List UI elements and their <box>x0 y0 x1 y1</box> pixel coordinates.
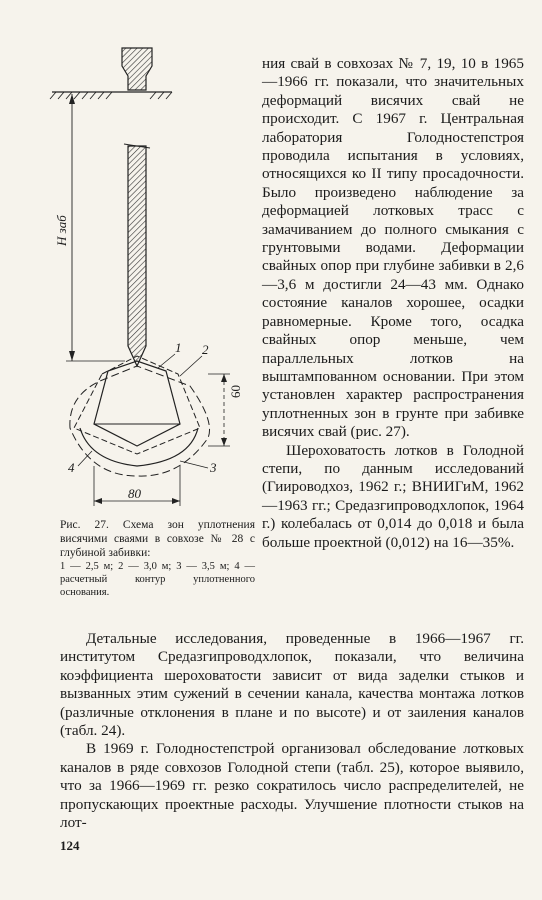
right-paragraph-1: ния свай в совхозах № 7, 19, 10 в 1965—1966 гг. показали, что значительных деформаций висячих свай не происходит. С 1967 г. Центральная лаборатория Голодностепстроя проводила испытания в условиях, относящихся ко II типу просадочности. Было произведено наблюдение за деформацией лотковых трасс с замачиванием до полного смыкания с грунтовыми водами. Деформации свайных опор при глубине забивки в 2,6—3,6 м достигли 24—43 мм. Однако состояние каналов хорошее, осадки равномерные. Кроме того, осадка свайных опор меньше, чем параллельных лотков на выштампованном основании. При этом установлен характер распространения уплотненных зон в грунте при забивке висячих свай (рис. 27). <box>262 55 524 441</box>
page-number: 124 <box>60 838 80 853</box>
figure-caption <box>60 518 255 599</box>
full-paragraph-1: Детальные исследования, проведенные в 1966—1967 гг. институтом Средазгипроводхлопок, показали, что величина коэффициента шероховатости зависит от вида заделки стыков и вызванных этим сужений в сечении канала, качества монтажа лотков (различные отклонения в плане и по высоте) и от заиления каналов (табл. 24). <box>60 630 524 740</box>
full-width-text <box>60 630 524 832</box>
caption-legend: 1 — 2,5 м; 2 — 3,0 м; 3 — 3,5 м; 4 — расчетный контур уплотненного основания. <box>60 561 255 598</box>
pile-head <box>122 48 152 90</box>
ground-hatching <box>50 92 172 99</box>
dim-80-label: 80 <box>128 486 141 501</box>
dim-60-label: 60 <box>228 385 243 398</box>
pile-compaction-figure <box>30 36 255 522</box>
callout-4: 4 <box>68 460 75 475</box>
zone-1-contour <box>94 361 180 446</box>
zone-4-contour <box>80 428 198 466</box>
callout-3: 3 <box>210 460 217 475</box>
right-column-text <box>262 55 524 552</box>
pile-shaft <box>128 146 146 366</box>
zone-2-contour <box>74 356 200 454</box>
zone-3-contour <box>70 366 210 476</box>
full-paragraph-2: В 1969 г. Голодностепстрой организовал обследование лотковых каналов в ряде совхозов Голодной степи (табл. 25), которое выявило, что за 1966—1969 гг. резко сократилось число распределителей, не пропускающих проектные расходы. Улучшение плотности стыков на лот- <box>60 740 524 832</box>
callout-2: 2 <box>202 342 209 357</box>
right-paragraph-2: Шероховатость лотков в Голодной степи, по данным исследований (Гиироводхоз, 1962 г.; ВНИИГиМ, 1962—1963 гг.; Средазгипроводхлопок, 1964 г.) колебалась от 0,014 до 0,018 и была больше проектной (0,012) на 16—35%. <box>262 441 524 551</box>
caption-title: Рис. 27. Схема зон уплотнения висячими сваями в совхозе № 28 с глубиной забивки: <box>60 519 255 559</box>
callout-1: 1 <box>175 340 182 355</box>
pile-diagram <box>30 36 255 522</box>
depth-label: H заб <box>54 215 69 246</box>
